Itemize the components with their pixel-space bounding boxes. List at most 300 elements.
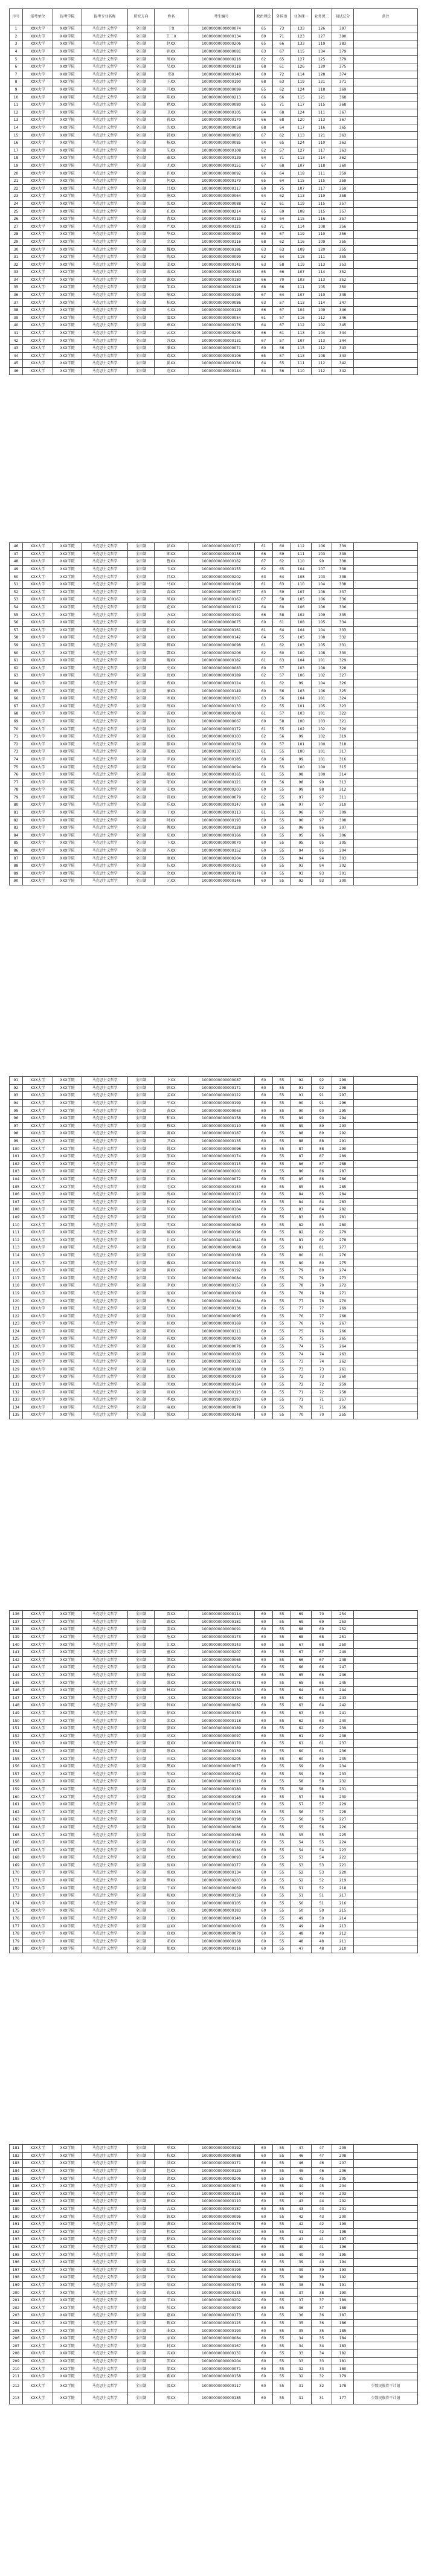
table-row bbox=[10, 2236, 418, 2244]
table-cell: 全日制 bbox=[128, 2167, 155, 2175]
table-row bbox=[10, 1213, 418, 1221]
table-cell: 全日制 bbox=[128, 817, 155, 824]
name-cell: 羊XX bbox=[155, 2296, 188, 2304]
table-cell: 全日制 bbox=[128, 1206, 155, 1214]
table-cell: 全日制 bbox=[128, 1907, 155, 1915]
table-cell: 10000000000000184 bbox=[188, 1297, 255, 1305]
table-cell: XXX学院 bbox=[53, 1282, 82, 1290]
table-cell: 10000000000000176 bbox=[188, 322, 255, 330]
table-cell: 60 bbox=[255, 2198, 273, 2206]
table-cell: 71 bbox=[273, 155, 291, 162]
table-cell: 55 bbox=[273, 1641, 291, 1649]
table-cell: 马克思主义哲学 bbox=[82, 1785, 128, 1793]
remark-cell bbox=[354, 2220, 418, 2228]
table-cell: 86 bbox=[291, 1168, 312, 1176]
table-cell: 60 bbox=[255, 2372, 273, 2380]
table-cell: 马克思主义哲学 bbox=[82, 2274, 128, 2282]
table-cell: XXX学院 bbox=[53, 1137, 82, 1145]
name-cell: 朱XX bbox=[155, 147, 188, 155]
table-cell: XXX大学 bbox=[23, 672, 53, 680]
table-cell: 全日制 bbox=[128, 1168, 155, 1176]
remark-cell bbox=[354, 1907, 418, 1915]
table-cell: 128 bbox=[312, 71, 332, 79]
name-cell: 唐XX bbox=[155, 672, 188, 680]
table-cell: 马克思主义哲学 bbox=[82, 695, 128, 702]
name-cell: 屈XX bbox=[155, 1320, 188, 1328]
table-row bbox=[10, 1740, 418, 1748]
table-cell: XXX大学 bbox=[23, 733, 53, 740]
table-cell: 60 bbox=[255, 2304, 273, 2312]
table-cell: 马克思主义哲学 bbox=[82, 261, 128, 269]
table-cell: 135 bbox=[10, 1412, 23, 1419]
table-cell: 193 bbox=[10, 2236, 23, 2244]
table-cell: 56 bbox=[273, 687, 291, 695]
table-cell: 全日制 bbox=[128, 306, 155, 314]
table-cell: 60 bbox=[255, 1732, 273, 1740]
table-cell: 马克思主义哲学 bbox=[82, 1633, 128, 1641]
table-cell: 71 bbox=[273, 33, 291, 40]
table-cell: 全日制 bbox=[128, 162, 155, 170]
table-cell: 全日制 bbox=[128, 1892, 155, 1900]
table-cell: 马克思主义哲学 bbox=[82, 1221, 128, 1229]
column-header: 政治理论 bbox=[255, 9, 273, 25]
table-cell: 全日制 bbox=[128, 748, 155, 756]
table-cell: 全日制 bbox=[128, 117, 155, 124]
table-cell: 55 bbox=[273, 862, 291, 870]
name-cell: 汤XX bbox=[155, 733, 188, 740]
table-cell: 85 bbox=[312, 1190, 332, 1198]
table-cell: XXX学院 bbox=[53, 878, 82, 885]
table-cell: XXX学院 bbox=[53, 550, 82, 558]
table-cell: 55 bbox=[273, 1831, 291, 1839]
table-cell: 57 bbox=[273, 710, 291, 718]
table-cell: 66 bbox=[291, 1664, 312, 1672]
table-cell: 111 bbox=[291, 550, 312, 558]
table-cell: 55 bbox=[273, 870, 291, 878]
table-cell: 338 bbox=[332, 558, 354, 566]
table-cell: XXX学院 bbox=[53, 2228, 82, 2236]
table-cell: 109 bbox=[312, 611, 332, 619]
table-cell: 马克思主义哲学 bbox=[82, 855, 128, 862]
table-cell: 59 bbox=[291, 1770, 312, 1778]
table-cell: 55 bbox=[273, 2365, 291, 2373]
table-cell: 全日制 bbox=[128, 649, 155, 657]
table-cell: 10000000000000201 bbox=[188, 1168, 255, 1176]
table-cell: XXX学院 bbox=[53, 1130, 82, 1138]
remark-cell bbox=[354, 611, 418, 619]
name-cell: 梅XX bbox=[155, 1671, 188, 1679]
table-cell: 22 bbox=[10, 185, 23, 193]
table-cell: 307 bbox=[332, 824, 354, 832]
table-cell: 马克思主义哲学 bbox=[82, 101, 128, 109]
table-cell: 67 bbox=[291, 1648, 312, 1656]
table-cell: 326 bbox=[332, 679, 354, 687]
table-cell: 62 bbox=[255, 253, 273, 261]
table-cell: XXX大学 bbox=[23, 1778, 53, 1786]
table-cell: 马克思主义哲学 bbox=[82, 344, 128, 352]
table-cell: 55 bbox=[273, 2236, 291, 2244]
table-cell: 全日制 bbox=[128, 1709, 155, 1717]
table-row bbox=[10, 618, 418, 626]
table-cell: 全日制 bbox=[128, 2365, 155, 2373]
table-row bbox=[10, 2213, 418, 2221]
table-cell: 10000000000000158 bbox=[188, 2372, 255, 2380]
table-cell: 379 bbox=[332, 48, 354, 56]
table-cell: 92 bbox=[10, 1084, 23, 1092]
remark-cell bbox=[354, 634, 418, 642]
table-cell: 45 bbox=[291, 2175, 312, 2183]
table-cell: 60 bbox=[255, 2380, 273, 2392]
table-cell: 112 bbox=[291, 543, 312, 551]
table-cell: 55 bbox=[273, 1229, 291, 1236]
table-row bbox=[10, 1611, 418, 1619]
table-row bbox=[10, 132, 418, 140]
table-cell: 55 bbox=[273, 1130, 291, 1138]
table-cell: 全日制 bbox=[128, 1274, 155, 1282]
table-cell: 39 bbox=[291, 2266, 312, 2274]
table-cell: XXX大学 bbox=[23, 337, 53, 345]
table-cell: XXX学院 bbox=[53, 2281, 82, 2289]
table-row bbox=[10, 2182, 418, 2190]
name-cell: 谈XX bbox=[155, 1267, 188, 1274]
table-cell: 295 bbox=[332, 1107, 354, 1115]
table-cell: 100 bbox=[291, 763, 312, 771]
table-cell: 10000000000000086 bbox=[188, 299, 255, 307]
table-cell: 112 bbox=[291, 322, 312, 330]
table-cell: 55 bbox=[273, 1930, 291, 1938]
table-cell: 10000000000000166 bbox=[188, 832, 255, 840]
table-cell: 63 bbox=[255, 261, 273, 269]
table-cell: 10000000000000157 bbox=[188, 1282, 255, 1290]
table-cell: 62 bbox=[255, 200, 273, 208]
table-cell: 65 bbox=[312, 1679, 332, 1687]
table-cell: 马克思主义哲学 bbox=[82, 1320, 128, 1328]
table-cell: 178 bbox=[10, 1930, 23, 1938]
remark-cell bbox=[354, 360, 418, 368]
name-cell: 柳XX bbox=[155, 641, 188, 649]
name-cell: 计XX bbox=[155, 1236, 188, 1244]
table-cell: 332 bbox=[332, 634, 354, 642]
table-cell: 10000000000000100 bbox=[188, 1373, 255, 1381]
table-cell: XXX大学 bbox=[23, 155, 53, 162]
remark-cell bbox=[354, 1656, 418, 1664]
table-cell: 60 bbox=[255, 1915, 273, 1922]
table-row bbox=[10, 1626, 418, 1634]
table-cell: 104 bbox=[312, 679, 332, 687]
remark-cell bbox=[354, 170, 418, 178]
table-cell: 118 bbox=[312, 86, 332, 94]
table-cell: 55 bbox=[273, 2392, 291, 2404]
table-cell: 50 bbox=[312, 1915, 332, 1922]
table-cell: XXX学院 bbox=[53, 261, 82, 269]
table-cell: 127 bbox=[312, 33, 332, 40]
table-cell: 116 bbox=[10, 1267, 23, 1274]
table-cell: 10000000000000125 bbox=[188, 223, 255, 231]
table-cell: 67 bbox=[273, 306, 291, 314]
table-cell: 256 bbox=[332, 1404, 354, 1412]
table-row bbox=[10, 1168, 418, 1176]
score-table-2 bbox=[9, 542, 418, 885]
table-cell: 367 bbox=[332, 109, 354, 117]
table-cell: 全日制 bbox=[128, 1823, 155, 1831]
table-row bbox=[10, 94, 418, 101]
table-cell: 60 bbox=[255, 2342, 273, 2350]
table-cell: 62 bbox=[255, 733, 273, 740]
table-cell: 47 bbox=[291, 1945, 312, 1953]
table-cell: 10000000000000093 bbox=[188, 132, 255, 140]
table-cell: 61 bbox=[273, 200, 291, 208]
table-cell: 10000000000000106 bbox=[188, 352, 255, 360]
table-cell: 68 bbox=[273, 162, 291, 170]
table-cell: 247 bbox=[332, 1664, 354, 1672]
table-cell: 336 bbox=[332, 603, 354, 611]
remark-cell bbox=[354, 2289, 418, 2297]
table-cell: XXX学院 bbox=[53, 1762, 82, 1770]
table-cell: 121 bbox=[312, 94, 332, 101]
table-cell: 马克思主义哲学 bbox=[82, 1122, 128, 1130]
table-cell: XXX学院 bbox=[53, 40, 82, 48]
table-cell: 308 bbox=[332, 817, 354, 824]
table-cell: 全日制 bbox=[128, 2205, 155, 2213]
table-cell: XXX大学 bbox=[23, 1694, 53, 1702]
remark-cell bbox=[354, 1892, 418, 1900]
table-cell: 马克思主义哲学 bbox=[82, 2342, 128, 2350]
table-cell: 10000000000000112 bbox=[188, 1839, 255, 1846]
table-cell: 马克思主义哲学 bbox=[82, 139, 128, 147]
table-row bbox=[10, 79, 418, 86]
table-cell: 107 bbox=[291, 269, 312, 277]
table-cell: XXX学院 bbox=[53, 1915, 82, 1922]
table-cell: 275 bbox=[332, 1259, 354, 1267]
table-cell: 10000000000000170 bbox=[188, 117, 255, 124]
table-cell: 10000000000000198 bbox=[188, 1816, 255, 1824]
table-row bbox=[10, 550, 418, 558]
table-cell: 82 bbox=[312, 1236, 332, 1244]
table-cell: 95 bbox=[10, 1107, 23, 1115]
table-row bbox=[10, 2342, 418, 2350]
table-cell: 10000000000000118 bbox=[188, 63, 255, 71]
table-cell: 102 bbox=[312, 725, 332, 733]
table-cell: 马克思主义哲学 bbox=[82, 1213, 128, 1221]
table-cell: XXX学院 bbox=[53, 2145, 82, 2153]
table-cell: 10000000000000064 bbox=[188, 193, 255, 201]
column-header: 业务课一 bbox=[291, 9, 312, 25]
table-cell: 10000000000000173 bbox=[188, 1633, 255, 1641]
remark-cell bbox=[354, 565, 418, 573]
table-cell: 346 bbox=[332, 306, 354, 314]
remark-cell bbox=[354, 855, 418, 862]
table-cell: 60 bbox=[255, 231, 273, 239]
remark-cell bbox=[354, 139, 418, 147]
table-cell: 343 bbox=[332, 344, 354, 352]
table-cell: 马克思主义哲学 bbox=[82, 1877, 128, 1884]
table-cell: 37 bbox=[10, 299, 23, 307]
table-cell: 10000000000000187 bbox=[188, 1130, 255, 1138]
table-cell: XXX大学 bbox=[23, 1648, 53, 1656]
table-cell: 58 bbox=[273, 596, 291, 604]
table-cell: 10000000000000185 bbox=[188, 756, 255, 763]
table-cell: 113 bbox=[291, 155, 312, 162]
table-cell: XXX大学 bbox=[23, 2205, 53, 2213]
table-cell: 马克思主义哲学 bbox=[82, 771, 128, 779]
name-cell: 史XX bbox=[155, 664, 188, 672]
table-cell: 马克思主义哲学 bbox=[82, 1412, 128, 1419]
table-cell: 179 bbox=[10, 1938, 23, 1945]
table-cell: 75 bbox=[312, 1343, 332, 1351]
table-cell: 60 bbox=[255, 1259, 273, 1267]
name-cell: 裘XX bbox=[155, 1869, 188, 1877]
table-row bbox=[10, 1892, 418, 1900]
table-cell: 55 bbox=[273, 2350, 291, 2358]
table-cell: 全日制 bbox=[128, 1198, 155, 1206]
table-row bbox=[10, 1633, 418, 1641]
table-row bbox=[10, 588, 418, 596]
table-cell: 236 bbox=[332, 1747, 354, 1755]
table-cell: 10000000000000145 bbox=[188, 261, 255, 269]
table-cell: 286 bbox=[332, 1175, 354, 1183]
table-cell: 60 bbox=[255, 1930, 273, 1938]
table-cell: XXX学院 bbox=[53, 855, 82, 862]
table-cell: XXX学院 bbox=[53, 847, 82, 855]
table-cell: 10000000000000158 bbox=[188, 1114, 255, 1122]
remark-cell bbox=[354, 786, 418, 794]
table-row bbox=[10, 284, 418, 292]
table-cell: XXX大学 bbox=[23, 1892, 53, 1900]
table-cell: 57 bbox=[273, 740, 291, 748]
table-cell: 49 bbox=[291, 1915, 312, 1922]
remark-cell bbox=[354, 543, 418, 551]
remark-cell bbox=[354, 771, 418, 779]
table-cell: 134 bbox=[10, 1404, 23, 1412]
name-cell: 卞XX bbox=[155, 840, 188, 847]
table-cell: 45 bbox=[312, 2175, 332, 2183]
table-cell: 全日制 bbox=[128, 679, 155, 687]
table-cell: 马克思主义哲学 bbox=[82, 2228, 128, 2236]
table-cell: XXX大学 bbox=[23, 1922, 53, 1930]
table-cell: 352 bbox=[332, 276, 354, 284]
table-cell: 198 bbox=[332, 2228, 354, 2236]
table-cell: 357 bbox=[332, 215, 354, 223]
table-cell: 141 bbox=[10, 1648, 23, 1656]
remark-cell bbox=[354, 1122, 418, 1130]
table-cell: 77 bbox=[291, 1305, 312, 1312]
name-cell: 常XX bbox=[155, 794, 188, 801]
table-cell: 205 bbox=[332, 2175, 354, 2183]
table-cell: 10000000000000149 bbox=[188, 687, 255, 695]
table-cell: 103 bbox=[291, 664, 312, 672]
table-cell: 52 bbox=[291, 1877, 312, 1884]
table-cell: 269 bbox=[332, 1305, 354, 1312]
table-cell: 马克思主义哲学 bbox=[82, 2289, 128, 2297]
table-cell: XXX大学 bbox=[23, 1816, 53, 1824]
column-header: 姓名 bbox=[155, 9, 188, 25]
table-cell: 59 bbox=[312, 1770, 332, 1778]
table-cell: 100 bbox=[312, 771, 332, 779]
table-cell: 55 bbox=[273, 2319, 291, 2327]
table-cell: XXX大学 bbox=[23, 2160, 53, 2168]
table-row bbox=[10, 718, 418, 725]
table-cell: 全日制 bbox=[128, 786, 155, 794]
table-cell: XXX学院 bbox=[53, 1884, 82, 1892]
table-cell: XXX学院 bbox=[53, 2152, 82, 2160]
table-cell: XXX大学 bbox=[23, 2392, 53, 2404]
table-row bbox=[10, 1861, 418, 1869]
table-cell: 328 bbox=[332, 664, 354, 672]
table-row bbox=[10, 1396, 418, 1404]
table-cell: XXX大学 bbox=[23, 139, 53, 147]
table-cell: XXX大学 bbox=[23, 48, 53, 56]
table-cell: 全日制 bbox=[128, 2357, 155, 2365]
table-cell: 55 bbox=[273, 2205, 291, 2213]
remark-cell bbox=[354, 2145, 418, 2153]
table-cell: 60 bbox=[255, 2190, 273, 2198]
table-cell: 全日制 bbox=[128, 2392, 155, 2404]
remark-cell bbox=[354, 253, 418, 261]
table-cell: 10000000000000198 bbox=[188, 580, 255, 588]
table-cell: 10000000000000107 bbox=[188, 695, 255, 702]
table-cell: 马克思主义哲学 bbox=[82, 1381, 128, 1389]
table-cell: 128 bbox=[10, 1358, 23, 1366]
remark-cell bbox=[354, 2213, 418, 2221]
table-cell: 62 bbox=[255, 565, 273, 573]
table-cell: 10000000000000124 bbox=[188, 679, 255, 687]
table-cell: 66 bbox=[273, 94, 291, 101]
table-cell: 318 bbox=[332, 740, 354, 748]
table-row bbox=[10, 641, 418, 649]
table-cell: 10000000000000077 bbox=[188, 588, 255, 596]
table-cell: 299 bbox=[332, 1077, 354, 1085]
table-cell: 60 bbox=[255, 1778, 273, 1786]
table-cell: 10000000000000163 bbox=[188, 1213, 255, 1221]
table-cell: 76 bbox=[312, 1328, 332, 1335]
remark-cell bbox=[354, 367, 418, 375]
table-cell: 马克思主义哲学 bbox=[82, 1717, 128, 1725]
table-cell: XXX学院 bbox=[53, 177, 82, 185]
table-cell: 55 bbox=[291, 1831, 312, 1839]
remark-cell bbox=[354, 2243, 418, 2251]
table-cell: 10000000000000079 bbox=[188, 794, 255, 801]
table-cell: 10000000000000111 bbox=[188, 1328, 255, 1335]
table-cell: 60 bbox=[255, 1740, 273, 1748]
table-cell: 111 bbox=[10, 1229, 23, 1236]
name-cell: 俞XX bbox=[155, 618, 188, 626]
remark-cell bbox=[354, 603, 418, 611]
table-cell: 全日制 bbox=[128, 573, 155, 581]
table-cell: 全日制 bbox=[128, 208, 155, 216]
table-row bbox=[10, 2160, 418, 2168]
table-cell: 116 bbox=[291, 238, 312, 246]
table-cell: 2 bbox=[10, 33, 23, 40]
table-row bbox=[10, 626, 418, 634]
table-cell: 82 bbox=[312, 1229, 332, 1236]
table-cell: XXX大学 bbox=[23, 740, 53, 748]
table-cell: 55 bbox=[273, 2289, 291, 2297]
table-cell: 55 bbox=[273, 1145, 291, 1153]
table-cell: 246 bbox=[332, 1671, 354, 1679]
remark-cell bbox=[354, 1823, 418, 1831]
table-cell: 马克思主义哲学 bbox=[82, 1778, 128, 1786]
table-cell: 55 bbox=[273, 2372, 291, 2380]
table-cell: 10000000000000153 bbox=[188, 1183, 255, 1191]
table-cell: 马克思主义哲学 bbox=[82, 1274, 128, 1282]
table-cell: 马克思主义哲学 bbox=[82, 565, 128, 573]
remark-cell bbox=[354, 1938, 418, 1945]
table-cell: 330 bbox=[332, 649, 354, 657]
table-cell: 55 bbox=[273, 1267, 291, 1274]
table-row bbox=[10, 1221, 418, 1229]
table-cell: 马克思主义哲学 bbox=[82, 147, 128, 155]
table-cell: 191 bbox=[10, 2220, 23, 2228]
